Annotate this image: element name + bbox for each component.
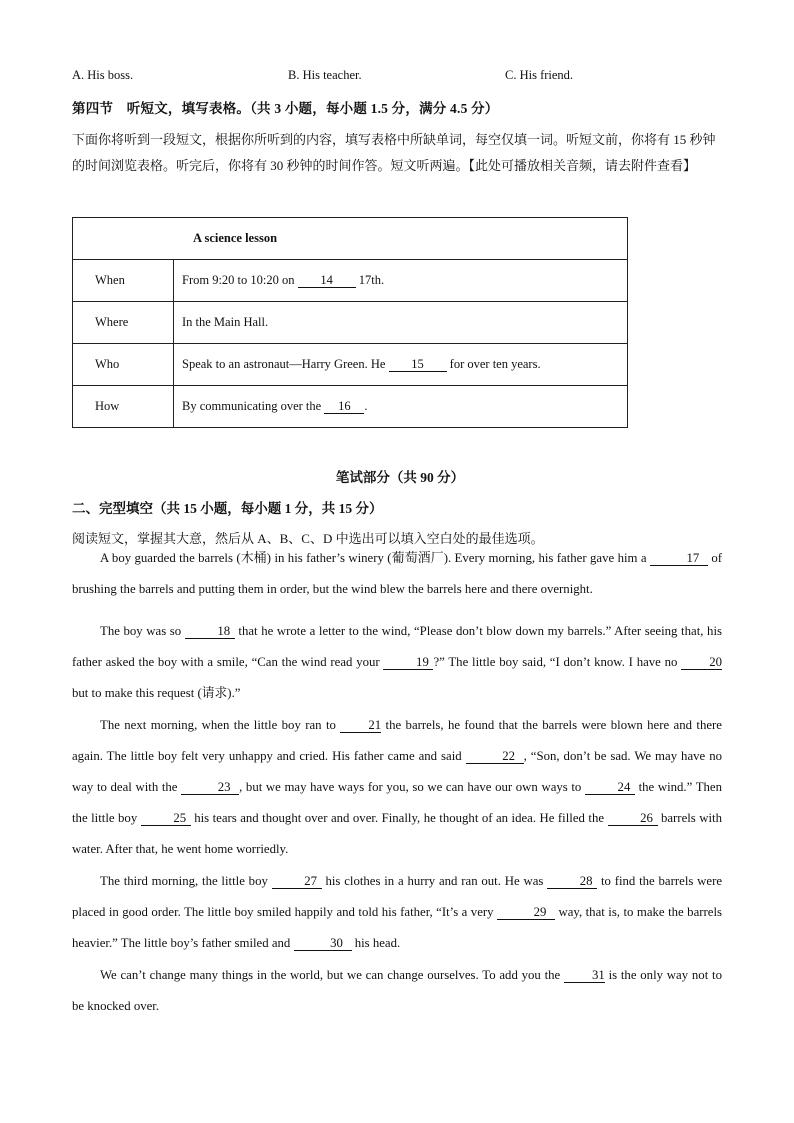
answer-blank-15[interactable]: 15 — [389, 358, 447, 372]
cloze-blank-24[interactable]: 24 — [585, 781, 635, 795]
cloze-blank-29[interactable]: 29 — [497, 906, 555, 920]
cloze-blank-30[interactable]: 30 — [294, 937, 352, 951]
table-title: A science lesson — [73, 218, 628, 260]
passage-paragraph-2: The boy was so 18 that he wrote a letter to the wind, “Please don’t blow down my barrels.” After seeing that, his father asked the boy with a smile, “Can the wind read your 19 ?” The little boy said, “I don’t know. I have no 20 but to make this request (请求).” — [72, 624, 722, 700]
cloze-blank-17[interactable]: 17 — [650, 552, 708, 566]
section4-heading: 第四节 听短文，填写表格。（共 3 小题，每小题 1.5 分，满分 4.5 分） — [72, 101, 499, 116]
passage-paragraph-1: A boy guarded the barrels (木桶) in his father’s winery (葡萄酒厂). Every morning, his father gave him a 17 of brushing the barrels and putting them in order, but the wind blew the barrels here and there overnight. — [72, 551, 722, 596]
cloze-blank-18[interactable]: 18 — [185, 625, 235, 639]
listening-table — [72, 217, 628, 428]
row-label: When — [73, 260, 174, 302]
written-part-heading: 笔试部分（共 90 分） — [335, 470, 465, 485]
passage-paragraph-3: The next morning, when the little boy ran to 21 the barrels, he found that the barrels were blown here and there again. The little boy felt very unhappy and cried. His father came and said 22 , “Son, don’t be sad. We may have no way to deal with the 23 , but we may have ways for you, so we can have our own ways to 24 the wind.” Then the little boy 25 his tears and thought over and over. Finally, he thought of an idea. He filled the 26 barrels with water. After that, he went home worriedly. — [72, 718, 723, 856]
cloze-blank-31[interactable]: 31 — [564, 969, 605, 983]
row-content: By communicating over the 16 . — [174, 386, 628, 428]
cloze-blank-21[interactable]: 21 — [340, 719, 381, 733]
row-label: How — [73, 386, 174, 428]
section4-instruction: 下面你将听到一段短文，根据你所听到的内容，填写表格中所缺单词，每空仅填一词。听短文前，你将有 15 秒钟的时间浏览表格。听完后，你将有 30 秒钟的时间作答。短文听两遍。【此处可播放相关音频，请去附件查看】 — [72, 132, 716, 173]
table-row — [73, 344, 628, 386]
cloze-blank-27[interactable]: 27 — [272, 875, 322, 889]
answer-blank-16[interactable]: 16 — [324, 400, 364, 414]
row-content: Speak to an astronaut—Harry Green. He 15 for over ten years. — [174, 344, 628, 386]
passage-paragraph-4: The third morning, the little boy 27 his clothes in a hurry and ran out. He was 28 to find the barrels were placed in good order. The little boy smiled happily and told his father, “It’s a very 29 way, that is, to make the barrels heavier.” The little boy’s father smiled and 30 his head. — [72, 874, 723, 950]
option-c[interactable]: C. His friend. — [505, 68, 574, 82]
cloze-blank-22[interactable]: 22 — [466, 750, 524, 764]
section2-intro: 阅读短文，掌握其大意，然后从 A、B、C、D 中选出可以填入空白处的最佳选项。 — [72, 531, 544, 546]
passage-paragraph-5: We can’t change many things in the world, but we can change ourselves. To add you the 31 is the only way not to be knocked over. — [72, 968, 722, 1013]
table-title-row — [73, 218, 628, 260]
section2-heading: 二、完型填空（共 15 小题，每小题 1 分，共 15 分） — [72, 501, 383, 516]
option-b[interactable]: B. His teacher. — [288, 68, 362, 82]
cloze-blank-25[interactable]: 25 — [141, 812, 191, 826]
row-content: In the Main Hall. — [174, 302, 628, 344]
answer-blank-14[interactable]: 14 — [298, 274, 356, 288]
cloze-blank-19[interactable]: 19 — [383, 656, 433, 670]
row-content: From 9:20 to 10:20 on 14 17th. — [174, 260, 628, 302]
cloze-blank-23[interactable]: 23 — [181, 781, 239, 795]
table-row — [73, 302, 628, 344]
row-label: Where — [73, 302, 174, 344]
option-a[interactable]: A. His boss. — [72, 68, 134, 82]
row-label: Who — [73, 344, 174, 386]
cloze-blank-20[interactable]: 20 — [681, 656, 722, 670]
cloze-blank-26[interactable]: 26 — [608, 812, 658, 826]
table-row — [73, 260, 628, 302]
cloze-blank-28[interactable]: 28 — [547, 875, 597, 889]
table-row — [73, 386, 628, 428]
